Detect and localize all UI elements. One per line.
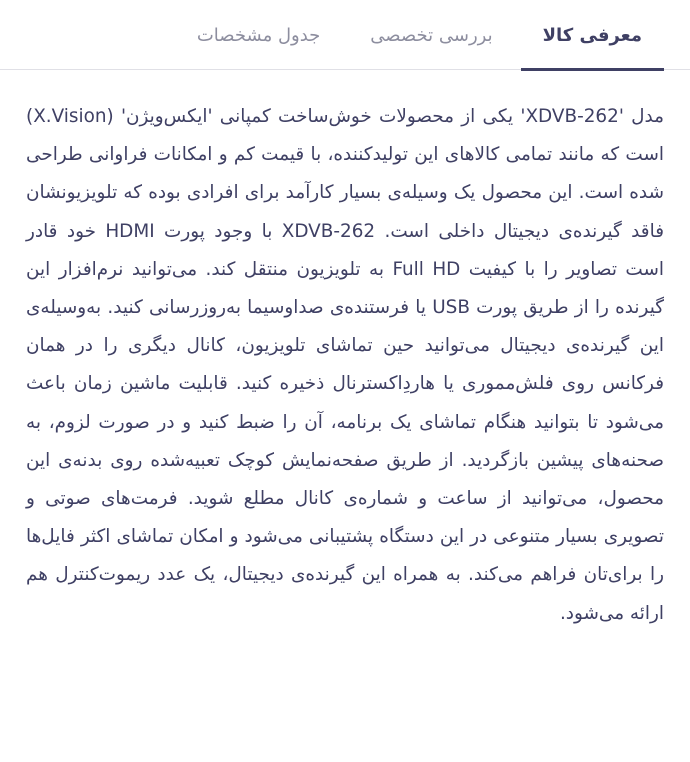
- product-tabs: [0, 0, 690, 70]
- tab-expert-review-label: بررسی تخصصی: [370, 24, 493, 46]
- tab-specifications[interactable]: [175, 0, 342, 70]
- tab-product-intro[interactable]: [521, 0, 664, 70]
- tab-specifications-label: جدول مشخصات: [196, 24, 321, 46]
- product-description-text: مدل 'XDVB-262' یکی از محصولات خوش‌ساخت کمپانی 'ایکس‌ویژن' (X.Vision) است که مانند تمامی کالاهای این تولیدکننده، با قیمت کم و امکانات فراوانی طراحی شده است. این محصول یک وسیله‌ی بسیار کارآمد برای افرادی بوده که تلویزیونشان فاقد گیرنده‌ی دیجیتال داخلی است. XDVB-262 با وجود پورت HDMI خود قادر است تصاویر را با کیفیت Full HD به تلویزیون منتقل کند. می‌توانید نرم‌افزار این گیرنده را از طریق پورت USB یا فرستنده‌ی صداوسیما به‌روزرسانی کنید. به‌وسیله‌ی این گیرنده‌ی دیجیتال می‌توانید حین تماشای تلویزیون، کانال دیگری را در همان فرکانس روی فلش‌مموری یا هاردِاکسترنال ذخیره کنید. قابلیت ماشین زمان باعث می‌شود تا بتوانید هنگام تماشای یک برنامه، آن را ضبط کنید و در صورت لزوم، به صحنه‌های پیشین بازگردید. از طریق صفحه‌نمایش کوچک تعبیه‌شده روی بدنه‌ی این محصول، می‌توانید از ساعت و شماره‌ی کانال مطلع شوید. فرمت‌های صوتی و تصویری بسیار متنوعی در این دستگاه پشتیبانی می‌شود و امکان تماشای اکثر فایل‌ها را برای‌تان فراهم می‌کند. به همراه این گیرنده‌ی دیجیتال، یک عدد ریموت‌کنترل هم ارائه می‌شود.: [26, 106, 665, 624]
- tab-product-intro-label: معرفی کالا: [542, 24, 642, 46]
- tab-expert-review[interactable]: [348, 0, 514, 70]
- product-description-section: [0, 70, 690, 633]
